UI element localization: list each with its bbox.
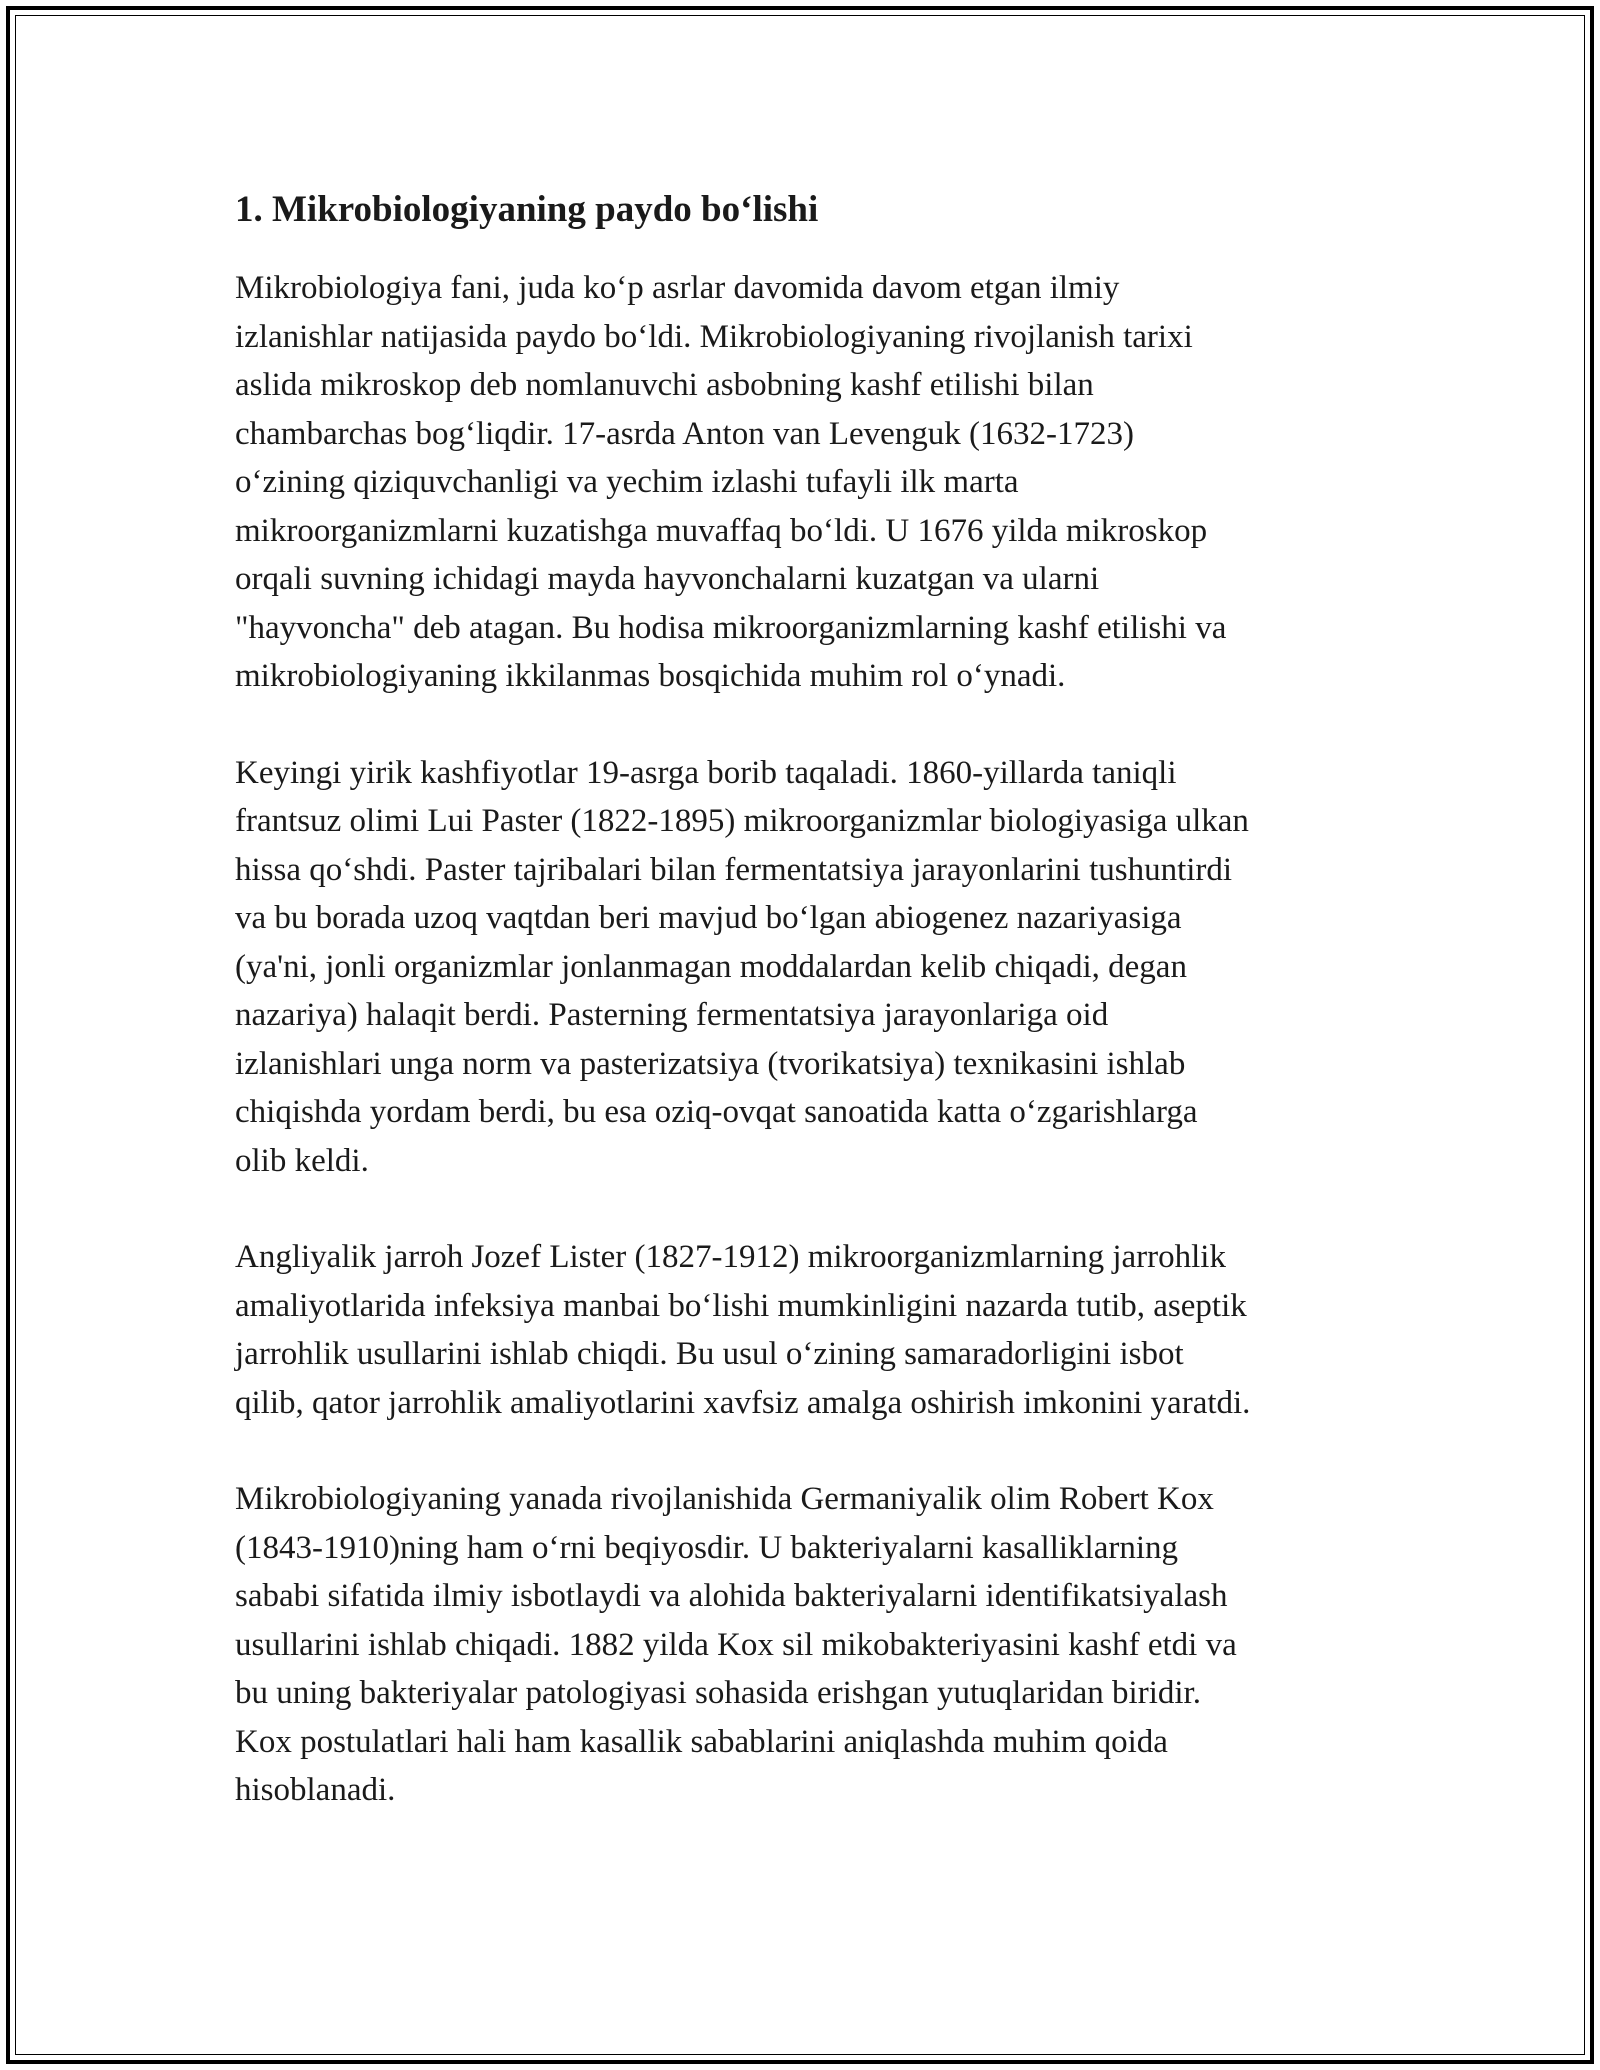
paragraph-line: hissa qo‘shdi. Paster tajribalari bilan fermentatsiya jarayonlarini tushuntirdi: [235, 851, 1233, 888]
paragraph-1: [235, 264, 1385, 701]
paragraph-line: (1843-1910)ning ham o‘rni beqiyosdir. U bakteriyalarni kasalliklarning: [235, 1529, 1179, 1566]
paragraph-list: [235, 264, 1385, 1815]
paragraph-line: qilib, qator jarrohlik amaliyotlarini xavfsiz amalga oshirish imkonini yaratdi.: [235, 1384, 1251, 1421]
paragraph-line: chambarchas bog‘liqdir. 17-asrda Anton van Levenguk (1632-1723): [235, 415, 1135, 452]
paragraph-line: izlanishlari unga norm va pasterizatsiya (tvorikatsiya) texnikasini ishlab: [235, 1045, 1186, 1082]
paragraph-line: (ya'ni, jonli organizmlar jonlanmagan moddalardan kelib chiqadi, degan: [235, 948, 1187, 985]
paragraph-line: Mikrobiologiyaning yanada rivojlanishida Germaniyalik olim Robert Kox: [235, 1481, 1214, 1517]
paragraph-line: Keyingi yirik kashfiyotlar 19-asrga borib taqaladi. 1860-yillarda taniqli: [235, 754, 1177, 791]
paragraph-3: [235, 1233, 1385, 1427]
section-heading: 1. Mikrobiologiyaning paydo bo‘lishi: [235, 189, 819, 230]
paragraph-line: Mikrobiologiya fani, juda ko‘p asrlar davomida davom etgan ilmiy: [235, 270, 1120, 306]
paragraph-line: olib keldi.: [235, 1142, 369, 1179]
paragraph-line: orqali suvning ichidagi mayda hayvonchalarni kuzatgan va ularni: [235, 561, 1100, 597]
paragraph-line: usullarini ishlab chiqadi. 1882 yilda Kox sil mikobakteriyasini kashf etdi va: [235, 1626, 1237, 1663]
document-content: [235, 186, 1385, 1863]
paragraph-line: aslida mikroskop deb nomlanuvchi asbobning kashf etilishi bilan: [235, 367, 1094, 403]
paragraph-line: Angliyalik jarroh Jozef Lister (1827-1912) mikroorganizmlarning jarrohlik: [235, 1239, 1226, 1275]
paragraph-line: frantsuz olimi Lui Paster (1822-1895) mikroorganizmlar biologiyasiga ulkan: [235, 803, 1249, 839]
paragraph-line: izlanishlar natijasida paydo bo‘ldi. Mikrobiologiyaning rivojlanish tarixi: [235, 318, 1193, 355]
paragraph-2: [235, 749, 1385, 1186]
paragraph-line: mikroorganizmlarni kuzatishga muvaffaq bo‘ldi. U 1676 yilda mikroskop: [235, 512, 1208, 549]
paragraph-line: jarrohlik usullarini ishlab chiqdi. Bu usul o‘zining samaradorligini isbot: [235, 1336, 1184, 1372]
paragraph-line: va bu borada uzoq vaqtdan beri mavjud bo‘lgan abiogenez nazariyasiga: [235, 900, 1182, 936]
paragraph-line: amaliyotlarida infeksiya manbai bo‘lishi mumkinligini nazarda tutib, aseptik: [235, 1287, 1247, 1324]
paragraph-line: "hayvoncha" deb atagan. Bu hodisa mikroorganizmlarning kashf etilishi va: [235, 609, 1227, 646]
paragraph-line: sababi sifatida ilmiy isbotlaydi va alohida bakteriyalarni identifikatsiyalash: [235, 1578, 1228, 1614]
paragraph-line: bu uning bakteriyalar patologiyasi sohasida erishgan yutuqlaridan biridir.: [235, 1675, 1201, 1711]
paragraph-line: mikrobiologiyaning ikkilanmas bosqichida muhim rol o‘ynadi.: [235, 658, 1066, 694]
paragraph-line: hisoblanadi.: [235, 1772, 396, 1808]
paragraph-line: o‘zining qiziquvchanligi va yechim izlashi tufayli ilk marta: [235, 464, 1019, 500]
paragraph-line: Kox postulatlari hali ham kasallik sabablarini aniqlashda muhim qoida: [235, 1723, 1168, 1760]
paragraph-line: nazariya) halaqit berdi. Pasterning fermentatsiya jarayonlariga oid: [235, 997, 1109, 1033]
paragraph-line: chiqishda yordam berdi, bu esa oziq-ovqat sanoatida katta o‘zgarishlarga: [235, 1094, 1198, 1130]
paragraph-4: [235, 1475, 1385, 1815]
